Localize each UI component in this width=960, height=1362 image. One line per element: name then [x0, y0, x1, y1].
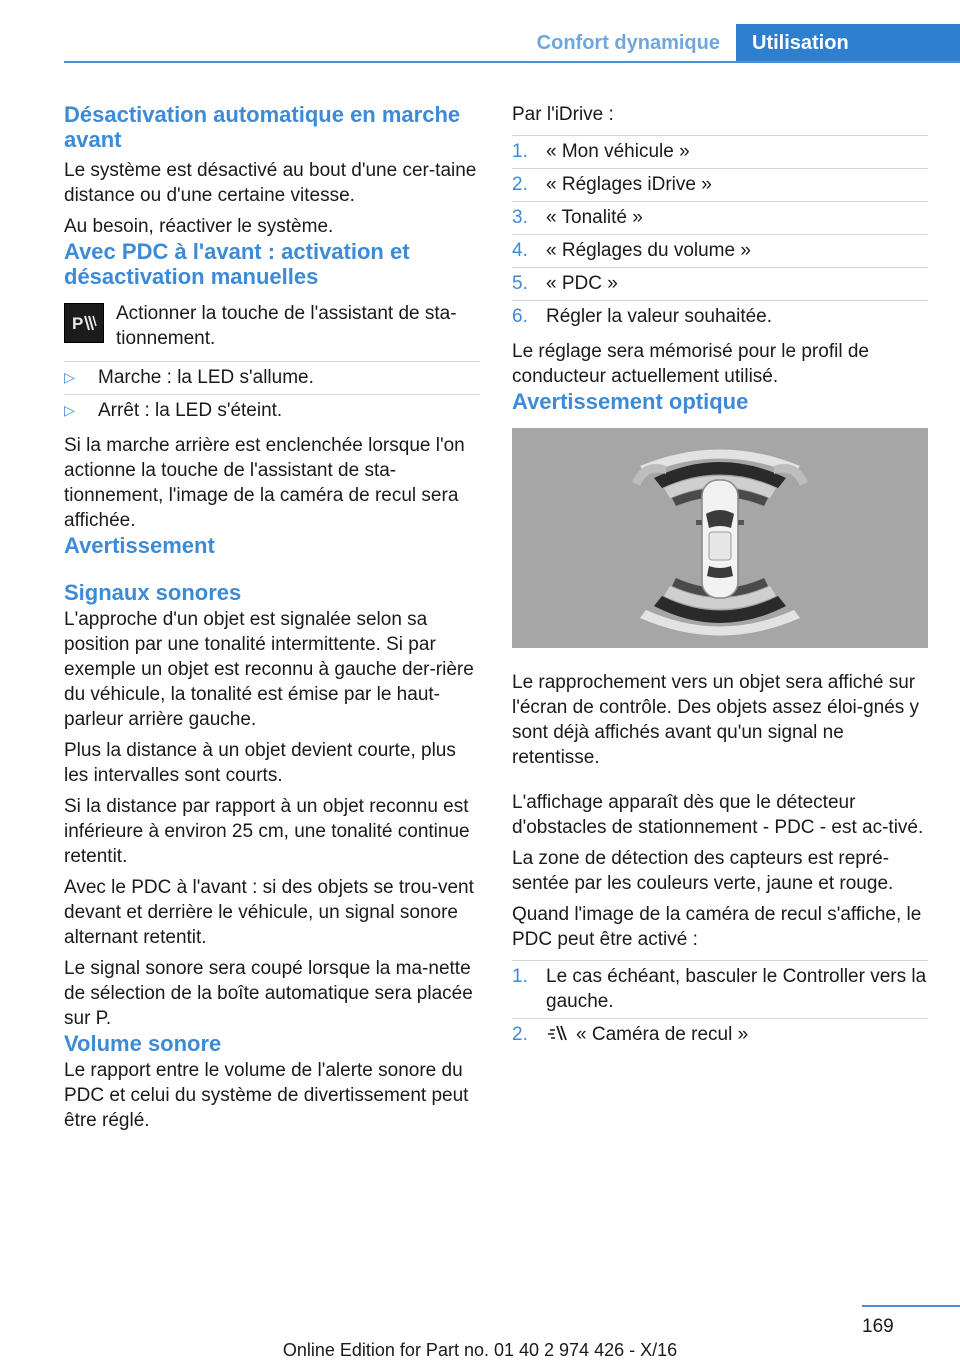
para-optique-3: La zone de détection des capteurs est repré-sentée par les couleurs verte, jaune et rouge. — [512, 848, 894, 894]
para-signaux-2: Plus la distance à un objet devient courte, plus les intervalles sont courts. — [64, 740, 456, 786]
list-item — [512, 201, 928, 234]
step-text: « PDC » — [546, 273, 618, 294]
para-signaux-5: Le signal sonore sera coupé lorsque la ma-nette de sélection de la boîte automatique sera placée sur P. — [64, 958, 473, 1029]
list-item — [512, 135, 928, 168]
svg-text:P: P — [72, 314, 84, 333]
heading-avertissement: Avertissement — [64, 533, 215, 558]
step-text: « Réglages iDrive » — [546, 174, 712, 195]
step-text: « Tonalité » — [546, 207, 643, 228]
list-item — [64, 394, 480, 427]
triangle-bullet-icon: ▷ — [64, 369, 75, 385]
step-number: 6. — [512, 306, 528, 327]
left-column — [64, 102, 480, 1133]
para-memo: Le réglage sera mémorisé pour le profil de conducteur actuellement utilisé. — [512, 341, 869, 387]
para-signaux-3: Si la distance par rapport à un objet reconnu est inférieure à environ 25 cm, une tonalité continue retentit. — [64, 796, 470, 867]
list-item — [512, 168, 928, 201]
header-chapter-tab: Utilisation — [736, 24, 960, 62]
camera-steps-list — [512, 960, 928, 1053]
idrive-steps-list — [512, 135, 928, 333]
step-text: « Réglages du volume » — [546, 240, 751, 261]
heading-volume-sonore: Volume sonore — [64, 1031, 222, 1056]
para-signaux-1: L'approche d'un objet est signalée selon sa position par une tonalité intermittente. Si par exemple un objet est reconnu à gauche der-rière du véhicule, la tonalité est émise par le haut-parleur arrière gauche. — [64, 609, 474, 730]
step-text: « Caméra de recul » — [576, 1024, 749, 1045]
para-signaux-4: Avec le PDC à l'avant : si des objets se trou-vent devant et derrière le véhicule, un signal sonore alternant retentit. — [64, 877, 474, 948]
header-section-tab: Confort dynamique — [536, 32, 720, 54]
parking-camera-icon — [546, 1022, 576, 1049]
footer-rule — [862, 1305, 960, 1307]
step-number: 2. — [512, 174, 528, 195]
list-item — [64, 361, 480, 394]
heading-pdc-manual: Avec PDC à l'avant : activation et désactivation manuelles — [64, 239, 410, 289]
page-number: 169 — [862, 1316, 894, 1337]
step-text: Régler la valeur souhaitée. — [546, 306, 773, 327]
heading-desactivation: Désactivation automatique en marche avant — [64, 102, 461, 152]
step-number: 2. — [512, 1024, 528, 1045]
car-sensor-illustration — [512, 428, 928, 648]
list-item-text: Marche : la LED s'allume. — [98, 367, 314, 388]
list-item — [512, 267, 928, 300]
para-desactivation-1: Le système est désactivé au bout d'une cer-taine distance ou d'une certaine vitesse. — [64, 160, 477, 206]
pdc-button-row — [64, 301, 480, 351]
list-item — [512, 300, 928, 333]
list-item — [512, 234, 928, 267]
step-number: 4. — [512, 240, 528, 261]
para-reverse-camera: Si la marche arrière est enclenchée lorsque l'on actionne la touche de l'assistant de sta-tionnement, l'image de la caméra de recul sera affichée. — [64, 435, 465, 531]
triangle-bullet-icon: ▷ — [64, 402, 75, 418]
step-number: 1. — [512, 141, 528, 162]
para-optique-4: Quand l'image de la caméra de recul s'affiche, le PDC peut être activé : — [512, 904, 922, 950]
list-item — [512, 960, 928, 1018]
para-optique-1: Le rapprochement vers un objet sera affiché sur l'écran de contrôle. Des objets assez éloi-gnés y sont déjà affichés avant qu'un signal ne retentisse. — [512, 672, 920, 768]
list-item-text: Arrêt : la LED s'éteint. — [98, 400, 283, 421]
right-column — [512, 102, 928, 1053]
step-number: 1. — [512, 966, 528, 987]
step-text: Le cas échéant, basculer le Controller vers la gauche. — [546, 966, 927, 1012]
step-number: 3. — [512, 207, 528, 228]
step-number: 5. — [512, 273, 528, 294]
para-optique-2: L'affichage apparaît dès que le détecteur d'obstacles de stationnement - PDC - est ac-tivé. — [512, 792, 924, 838]
led-status-list — [64, 361, 480, 427]
para-desactivation-2: Au besoin, réactiver le système. — [64, 216, 334, 237]
para-idrive: Par l'iDrive : — [512, 104, 614, 125]
para-volume: Le rapport entre le volume de l'alerte sonore du PDC et celui du système de divertissement peut être réglé. — [64, 1060, 469, 1131]
para-press-button: Actionner la touche de l'assistant de sta-tionnement. — [116, 303, 457, 349]
header-rule — [64, 61, 960, 63]
heading-signaux-sonores: Signaux sonores — [64, 580, 242, 605]
pdc-display-figure — [512, 428, 928, 648]
footer-edition: Online Edition for Part no. 01 40 2 974 426 - X/16 — [282, 1340, 678, 1360]
parking-assistant-button-icon — [64, 303, 104, 343]
step-text: « Mon véhicule » — [546, 141, 690, 162]
heading-avertissement-optique: Avertissement optique — [512, 389, 749, 414]
list-item — [512, 1018, 928, 1053]
